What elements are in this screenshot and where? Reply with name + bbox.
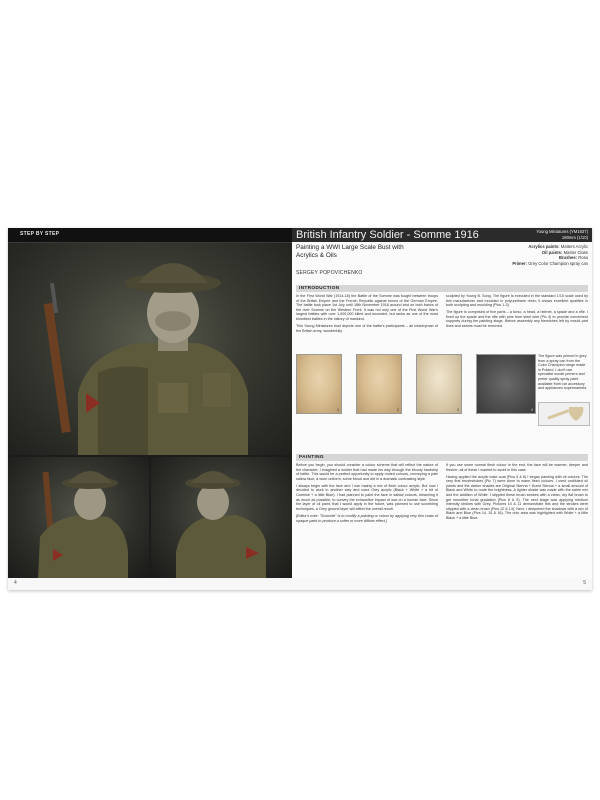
painting-column-1	[296, 463, 438, 526]
photo-number: 1	[337, 408, 339, 412]
soldier-bust-side-left-illustration	[8, 457, 149, 578]
process-photo-3	[416, 354, 462, 414]
process-photo-1	[296, 354, 342, 414]
painting-heading: PAINTING	[299, 455, 324, 460]
materials-item: Brushes: Rosa	[558, 255, 588, 261]
soldier-bust-illustration	[8, 243, 292, 455]
right-page	[292, 228, 592, 590]
paragraph: Having applied the acrylic base coat (Pics 5 & 6) I began painting with oil colours. The very first brushstrokes (Pic 7) were done to warm flesh colours. I used undiluted oil paints and the darker shades are Original Sienna + Burnt Sienna + a small amount of Black and White to mute the brightness. A lighter shade was made with the same mix and the addition of White. I stippled these brush strokes with a clean, dry flat brush to get smoother tonal gradation (Pics 8 & 9). The next stage was applying medium intensity strokes with Grey. Pictures 10 & 11 demonstrate this and the strokes were stippled with a clean brush (Pics 12 & 13). Next, I deepened the shadows with a mix of Black and Blue (Pics 14, 15 & 16). The chin area was highlighted with White + a little Black + a little Blue.	[446, 474, 588, 521]
spade-part-photo	[538, 402, 590, 426]
paragraph: The figure is comprised of five parts – a torso, a head, a helmet, a spade and a rifle. I fixed up the spade and the rifle with pins from steel wire (Pic 4) to provide convenient supports during the painting stage. Before assembly any blemishes left by mould part lines and seams must be removed.	[446, 310, 588, 329]
page-number-left: 4	[14, 580, 17, 586]
paragraph: I always begin with the face and I use mainly a mix of flesh colour acrylic. But now I decided to work in another way and used Grey acrylic (Black + White + a bit of Carmine + a little Blue). I had planned to paint the face in sallow colours, bleaching it as much as possible, to convey the exhaustive impact of war on a human face. Since the layer of oil paint, that I would apply in the future, was planned to use scumbling techniques, a Grey ground layer will affect the overall result.	[296, 483, 438, 511]
publisher-line-1: Young Miniatures (YM1837)	[536, 229, 588, 234]
title-bar	[292, 228, 592, 242]
paragraph: sculpted by Young B. Song. The figure is executed in the standard 1/10 scale used by this manufacturer and moulded in polyurethane resin; it shows excellent qualities in both sculpting and moulding (Pics 1-3).	[446, 294, 588, 308]
photo-number: 3	[457, 408, 459, 412]
left-page-header	[8, 228, 292, 243]
magazine-spread	[8, 228, 592, 590]
process-photo-2	[356, 354, 402, 414]
materials-item: Primer: Grey Color Champion spray can	[512, 260, 588, 266]
article-title: British Infantry Soldier - Somme 1916	[296, 229, 479, 241]
primer-note: The figure was primed in grey from a spray can from the Color Champion range made in Poland. I don't use specialist model primers and prefer quality spray paint available from car accessory and appliances supermarkets.	[538, 354, 588, 391]
bust-photo-side-right	[151, 457, 292, 578]
article-subtitle: Painting a WWI Large Scale Bust with Acrylics & Oils	[296, 244, 404, 259]
introduction-column-1	[296, 294, 438, 336]
photo-number: 4	[531, 408, 533, 412]
left-page	[8, 228, 292, 590]
introduction-column-2	[446, 294, 588, 331]
materials-item: Acrylics paints: Matters Acrylic	[528, 244, 588, 249]
left-page-footer	[8, 578, 292, 590]
publisher-info	[536, 229, 588, 240]
process-photo-4	[476, 354, 536, 414]
paragraph: In the First World War (1914-18) the Battle of the Somme was fought between troops of the British Empire and the French Republic against forces of the German Empire. The battle took place 1st July until 18th November 1916 around and on both banks of the river Somme on the Western Front. It was not only one of the First World War's largest battles with over 1,000,000 killed and wounded, but ranks as one of the most bloodiest battles in the history of mankind.	[296, 294, 438, 321]
publisher-line-2: 180mm (1/10)	[561, 234, 588, 240]
section-label: STEP BY STEP	[20, 231, 60, 237]
photo-number: 2	[397, 408, 399, 412]
editor-note: [Editor's note: "Scumble" is to modify a painting or colour by applying very thin coats of opaque paint to produce a softer or more diffuse effect.]	[296, 513, 438, 523]
painting-column-2	[446, 463, 588, 523]
introduction-heading-bar	[296, 285, 588, 292]
paragraph: This Young Miniatures bust depicts one of the battle's participants – an infantryman of the British army, wonderfully	[296, 324, 438, 333]
paragraph: Before you begin, you should consider a colour scheme that will reflect the nature of the character. I imagined a soldier that had made his way through the bloody hardship of battle. This would be a perfect opportunity to apply muted colours, conveying a pale sallow face, a worn uniform, some blood and dirt in a dramatic contrasting style.	[296, 463, 438, 481]
right-page-footer	[292, 578, 592, 590]
page-number-right: 5	[583, 580, 586, 586]
bust-photo-side-left	[8, 457, 149, 578]
materials-list	[512, 244, 588, 266]
introduction-heading: INTRODUCTION	[299, 286, 340, 291]
paragraph: If you use some normal flesh colour in the end, the face will be warmer, deeper and fresher; all of these I wanted to avoid in this case.	[446, 463, 588, 472]
materials-item: Oil paints: Master Class	[541, 249, 588, 255]
painting-heading-bar	[296, 454, 588, 461]
soldier-bust-side-right-illustration	[151, 457, 292, 578]
bust-photo-main	[8, 243, 292, 455]
author-name: SERGEY POPOVICHENKO	[296, 270, 363, 276]
spade-icon	[539, 403, 589, 425]
